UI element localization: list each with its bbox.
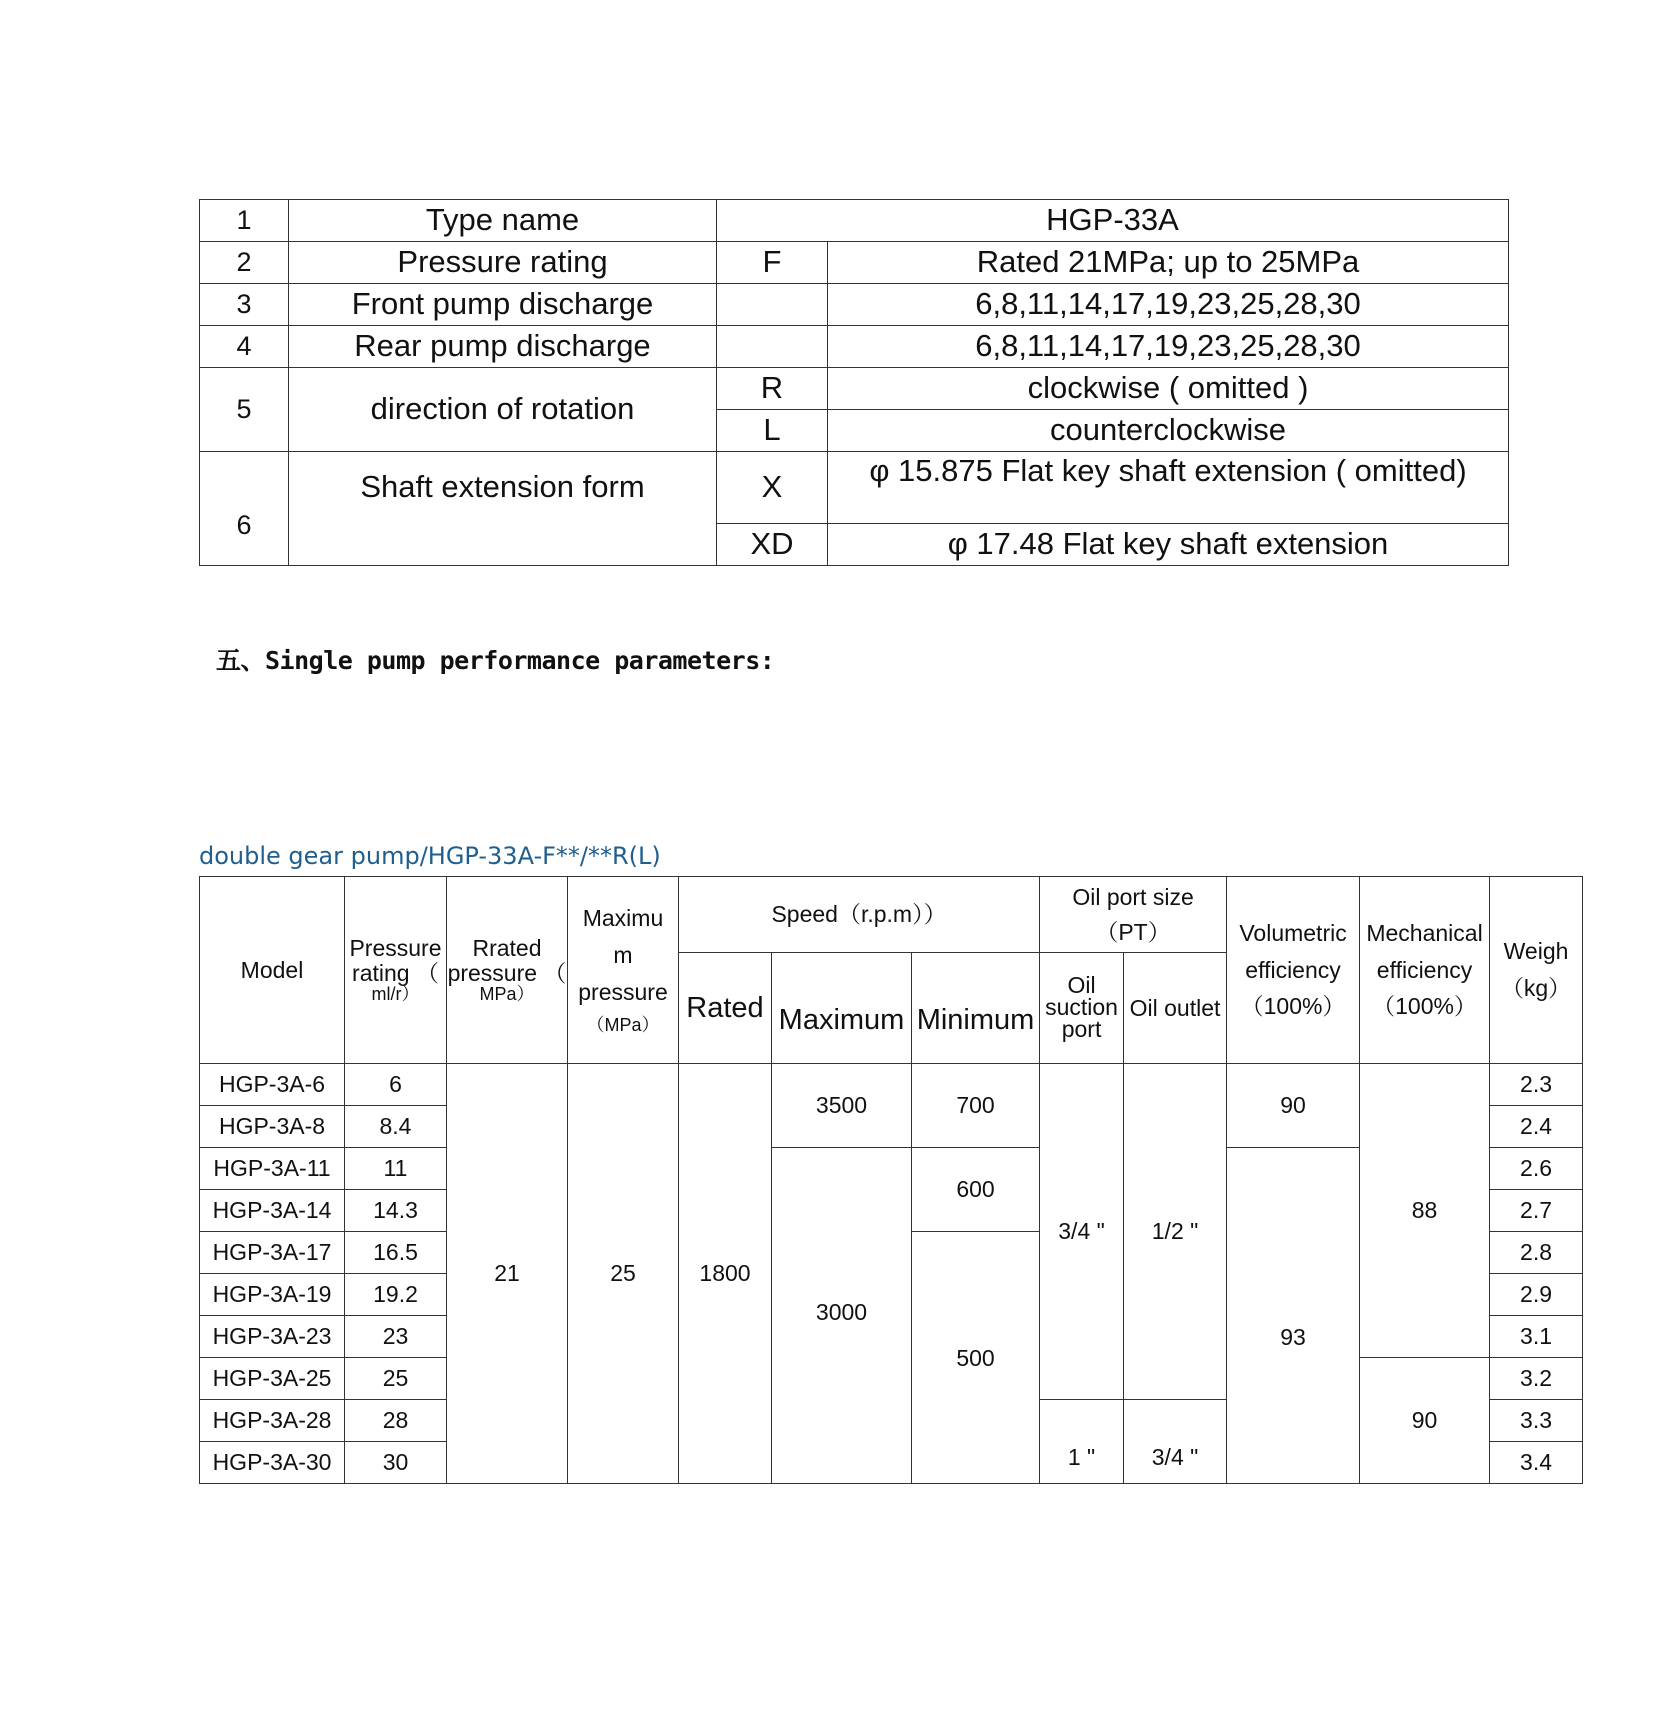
header-text: Mechanical [1366, 919, 1483, 946]
weight-cell: 3.4 [1490, 1442, 1583, 1484]
section-heading: 五、Single pump performance parameters: [216, 646, 775, 675]
displacement-cell: 14.3 [345, 1190, 447, 1232]
row-value: φ 17.48 Flat key shaft extension [828, 524, 1509, 566]
row-value: 6,8,11,14,17,19,23,25,28,30 [828, 284, 1509, 326]
row-label: Shaft extension form [289, 452, 717, 524]
row-label: Type name [289, 200, 717, 242]
header-text: Oil [1067, 972, 1096, 999]
displacement-cell: 11 [345, 1148, 447, 1190]
spec-row [200, 284, 1509, 326]
model-cell: HGP-3A-8 [200, 1106, 345, 1148]
row-index: 2 [200, 242, 289, 284]
model-cell: HGP-3A-19 [200, 1274, 345, 1316]
suction-port-cell: 1 " [1040, 1400, 1124, 1484]
header-mechanical-efficiency [1360, 877, 1490, 1064]
row-index [200, 452, 289, 566]
outlet-port-cell: 3/4 " [1124, 1400, 1227, 1484]
weight-cell: 3.2 [1490, 1358, 1583, 1400]
displacement-cell: 23 [345, 1316, 447, 1358]
weight-cell: 2.3 [1490, 1064, 1583, 1106]
performance-table [199, 876, 1583, 1484]
header-text: pressure （ [447, 959, 567, 986]
min-speed-cell: 600 [912, 1148, 1040, 1232]
header-oil-port [1040, 877, 1227, 953]
header-text: Maximu [582, 905, 664, 932]
mechanical-efficiency-cell: 88 [1360, 1064, 1490, 1358]
row-value: Rated 21MPa; up to 25MPa [828, 242, 1509, 284]
spec-table [199, 199, 1509, 566]
header-speed: Speed（r.p.m）） [679, 877, 1040, 953]
header-displacement [345, 877, 447, 1064]
header-speed-rated: Rated [679, 953, 772, 1064]
mechanical-efficiency-cell: 90 [1360, 1358, 1490, 1484]
spec-row [200, 200, 1509, 242]
row-value: clockwise ( omitted ) [828, 368, 1509, 410]
weight-cell: 2.8 [1490, 1232, 1583, 1274]
header-oil-suction [1040, 953, 1124, 1064]
header-text: ml/r） [371, 983, 420, 1004]
header-text: Weigh [1503, 938, 1569, 965]
max-speed-cell: 3000 [772, 1148, 912, 1484]
rated-pressure-cell: 21 [447, 1064, 568, 1484]
header-text: Rrated [472, 935, 542, 962]
model-cell: HGP-3A-30 [200, 1442, 345, 1484]
row-index: 3 [200, 284, 289, 326]
row-code: L [717, 410, 828, 452]
weight-cell: 2.7 [1490, 1190, 1583, 1232]
row-label: Front pump discharge [289, 284, 717, 326]
header-speed-min: Minimum [912, 953, 1040, 1064]
model-cell: HGP-3A-23 [200, 1316, 345, 1358]
max-speed-cell: 3500 [772, 1064, 912, 1148]
weight-cell: 2.6 [1490, 1148, 1583, 1190]
displacement-cell: 30 [345, 1442, 447, 1484]
min-speed-cell: 500 [912, 1232, 1040, 1484]
header-weight [1490, 877, 1583, 1064]
row-value: 6,8,11,14,17,19,23,25,28,30 [828, 326, 1509, 368]
header-oil-outlet: Oil outlet [1124, 953, 1227, 1064]
table-row [200, 1064, 1583, 1106]
volumetric-efficiency-cell: 93 [1227, 1148, 1360, 1484]
header-text: port [1061, 1015, 1102, 1042]
header-text: Oil port size [1072, 884, 1194, 910]
header-text: Pressure [349, 935, 442, 962]
displacement-cell: 25 [345, 1358, 447, 1400]
row-label: direction of rotation [289, 368, 717, 452]
rated-speed-cell: 1800 [679, 1064, 772, 1484]
row-code: X [717, 452, 828, 524]
header-speed-max: Maximum [772, 953, 912, 1064]
outlet-port-cell: 1/2 " [1124, 1064, 1227, 1400]
displacement-cell: 28 [345, 1400, 447, 1442]
header-volumetric-efficiency [1227, 877, 1360, 1064]
suction-port-cell: 3/4 " [1040, 1064, 1124, 1400]
displacement-cell: 6 [345, 1064, 447, 1106]
model-cell: HGP-3A-28 [200, 1400, 345, 1442]
row-label-blank [289, 524, 717, 566]
model-cell: HGP-3A-17 [200, 1232, 345, 1274]
model-cell: HGP-3A-14 [200, 1190, 345, 1232]
model-cell: HGP-3A-11 [200, 1148, 345, 1190]
volumetric-efficiency-cell: 90 [1227, 1064, 1360, 1148]
header-text: （100%） [1240, 993, 1346, 1020]
row-index-text: 6 [236, 509, 252, 540]
row-index: 4 [200, 326, 289, 368]
model-cell: HGP-3A-6 [200, 1064, 345, 1106]
row-value: φ 15.875 Flat key shaft extension ( omitted) [828, 452, 1509, 524]
displacement-cell: 16.5 [345, 1232, 447, 1274]
spec-row [200, 368, 1509, 410]
row-value: HGP-33A [717, 200, 1509, 242]
header-text: rating （ [352, 959, 439, 986]
displacement-cell: 19.2 [345, 1274, 447, 1316]
row-index: 5 [200, 368, 289, 452]
row-code [717, 284, 828, 326]
row-code: F [717, 242, 828, 284]
header-text: suction [1045, 994, 1118, 1021]
performance-caption: double gear pump/HGP-33A-F**/**R(L) [199, 842, 661, 870]
displacement-cell: 8.4 [345, 1106, 447, 1148]
row-label: Rear pump discharge [289, 326, 717, 368]
weight-cell: 3.1 [1490, 1316, 1583, 1358]
header-max-pressure [568, 877, 679, 1064]
row-value: counterclockwise [828, 410, 1509, 452]
weight-cell: 3.3 [1490, 1400, 1583, 1442]
model-cell: HGP-3A-25 [200, 1358, 345, 1400]
header-text: Volumetric [1239, 919, 1347, 946]
row-code [717, 326, 828, 368]
spec-row [200, 242, 1509, 284]
header-text: pressure [578, 979, 668, 1005]
header-text: MPa） [479, 983, 535, 1004]
header-text: （MPa） [586, 1014, 660, 1035]
header-model: Model [200, 877, 345, 1064]
spec-row [200, 452, 1509, 524]
header-row [200, 877, 1583, 953]
header-text: m [613, 942, 633, 969]
weight-cell: 2.4 [1490, 1106, 1583, 1148]
header-text: （kg） [1500, 975, 1572, 1001]
row-index: 1 [200, 200, 289, 242]
min-speed-cell: 700 [912, 1064, 1040, 1148]
spec-row [200, 524, 1509, 566]
weight-cell: 2.9 [1490, 1274, 1583, 1316]
header-text: （PT） [1095, 918, 1171, 945]
header-text: efficiency [1245, 956, 1341, 983]
max-pressure-cell: 25 [568, 1064, 679, 1484]
row-code: R [717, 368, 828, 410]
row-label: Pressure rating [289, 242, 717, 284]
header-text: （100%） [1372, 993, 1477, 1020]
header-text: efficiency [1376, 956, 1473, 983]
row-code: XD [717, 524, 828, 566]
header-rated-pressure [447, 877, 568, 1064]
spec-row [200, 326, 1509, 368]
